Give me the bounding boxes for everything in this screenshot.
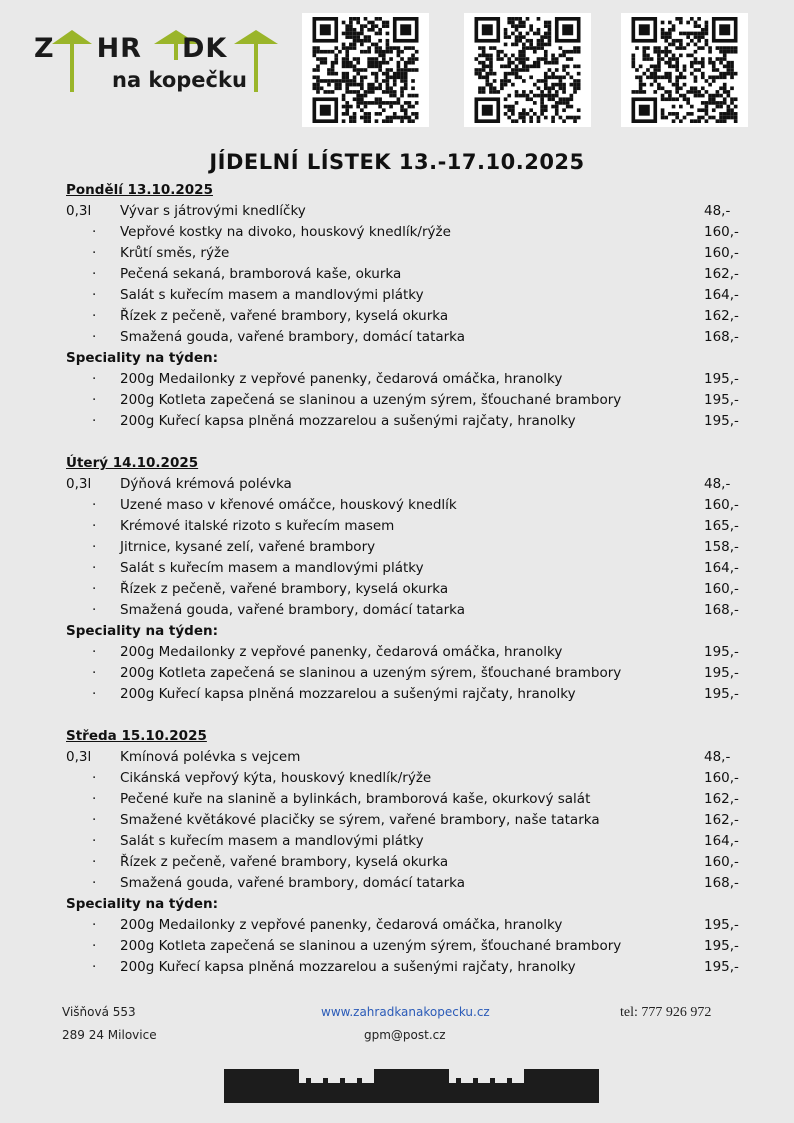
special-item-name: 200g Kuřecí kapsa plněná mozzarelou a sušenými rajčaty, hranolky <box>120 959 576 975</box>
special-item <box>66 915 746 936</box>
bullet: · <box>92 497 97 513</box>
special-item-name: 200g Kotleta zapečená se slaninou a uzeným sýrem, šťouchané brambory <box>120 938 622 954</box>
menu-item-name: Krémové italské rizoto s kuřecím masem <box>120 518 395 534</box>
bullet: · <box>92 812 97 828</box>
menu-item <box>66 516 746 537</box>
bullet: · <box>92 938 97 954</box>
soup-size: 0,3l <box>66 749 92 765</box>
soup-name: Vývar s játrovými knedlíčky <box>120 203 306 219</box>
menu-item-price: 160,- <box>704 770 739 786</box>
special-item-price: 195,- <box>704 917 739 933</box>
menu-item-price: 160,- <box>704 245 739 261</box>
bullet: · <box>92 770 97 786</box>
menu-item-name: Pečená sekaná, bramborová kaše, okurka <box>120 266 402 282</box>
special-item <box>66 663 746 684</box>
special-item-price: 195,- <box>704 371 739 387</box>
special-item <box>66 684 746 705</box>
bullet: · <box>92 308 97 324</box>
page-title: JÍDELNÍ LÍSTEK 13.-17.10.2025 <box>209 150 585 174</box>
menu-item-name: Smažené květákové placičky se sýrem, vařené brambory, naše tatarka <box>120 812 600 828</box>
logo-subtitle: na kopečku <box>112 68 247 92</box>
soup-name: Kmínová polévka s vejcem <box>120 749 301 765</box>
menu-item-name: Řízek z pečeně, vařené brambory, kyselá okurka <box>120 581 449 597</box>
menu-item <box>66 285 746 306</box>
bullet: · <box>92 413 97 429</box>
special-item-name: 200g Kotleta zapečená se slaninou a uzeným sýrem, šťouchané brambory <box>120 392 622 408</box>
menu-item-name: Cikánská vepřový kýta, houskový knedlík/rýže <box>120 770 432 786</box>
soup-price: 48,- <box>704 476 731 492</box>
day-heading: Středa 15.10.2025 <box>66 728 207 744</box>
footer-street: Višňová 553 <box>62 1005 136 1019</box>
menu-item-price: 160,- <box>704 497 739 513</box>
menu-item-name: Salát s kuřecím masem a mandlovými plátky <box>120 560 424 576</box>
menu-item-price: 162,- <box>704 308 739 324</box>
menu-item-name: Krůtí směs, rýže <box>120 245 230 261</box>
footer-city: 289 24 Milovice <box>62 1028 157 1042</box>
bullet: · <box>92 686 97 702</box>
special-item-name: 200g Kotleta zapečená se slaninou a uzeným sýrem, šťouchané brambory <box>120 665 622 681</box>
bullet: · <box>92 287 97 303</box>
bullet: · <box>92 518 97 534</box>
bullet: · <box>92 854 97 870</box>
menu-item-name: Smažená gouda, vařené brambory, domácí tatarka <box>120 875 466 891</box>
menu-item-price: 162,- <box>704 791 739 807</box>
soup-price: 48,- <box>704 203 731 219</box>
menu-item <box>66 243 746 264</box>
menu-item-price: 168,- <box>704 875 739 891</box>
menu-item-price: 158,- <box>704 539 739 555</box>
menu-item-name: Jitrnice, kysané zelí, vařené brambory <box>120 539 376 555</box>
menu-item <box>66 600 746 621</box>
menu-item-price: 162,- <box>704 812 739 828</box>
castle-silhouette <box>224 1069 599 1103</box>
menu-item-price: 165,- <box>704 518 739 534</box>
menu-item <box>66 222 746 243</box>
day-spacer <box>66 705 746 726</box>
qr-code-2 <box>464 13 591 127</box>
bullet: · <box>92 665 97 681</box>
bullet: · <box>92 791 97 807</box>
bullet: · <box>92 581 97 597</box>
menu-item-name: Salát s kuřecím masem a mandlovými plátky <box>120 287 424 303</box>
special-item-price: 195,- <box>704 644 739 660</box>
bullet: · <box>92 602 97 618</box>
special-item-name: 200g Medailonky z vepřové panenky, čedarová omáčka, hranolky <box>120 371 563 387</box>
menu-item <box>66 327 746 348</box>
special-item <box>66 369 746 390</box>
menu-item <box>66 558 746 579</box>
soup-row <box>66 474 746 495</box>
menu-item-name: Řízek z pečeně, vařené brambory, kyselá okurka <box>120 308 449 324</box>
special-item-name: 200g Medailonky z vepřové panenky, čedarová omáčka, hranolky <box>120 644 563 660</box>
special-item-price: 195,- <box>704 938 739 954</box>
qr-code-3 <box>621 13 748 127</box>
special-item <box>66 390 746 411</box>
special-item-name: 200g Kuřecí kapsa plněná mozzarelou a sušenými rajčaty, hranolky <box>120 686 576 702</box>
menu-item-name: Smažená gouda, vařené brambory, domácí tatarka <box>120 602 466 618</box>
bullet: · <box>92 917 97 933</box>
day-spacer <box>66 432 746 453</box>
menu-item <box>66 306 746 327</box>
day-heading: Pondělí 13.10.2025 <box>66 182 213 198</box>
bullet: · <box>92 560 97 576</box>
special-item <box>66 411 746 432</box>
menu-item-name: Smažená gouda, vařené brambory, domácí tatarka <box>120 329 466 345</box>
bullet: · <box>92 959 97 975</box>
menu-item <box>66 831 746 852</box>
qr-code-1 <box>302 13 429 127</box>
soup-name: Dýňová krémová polévka <box>120 476 292 492</box>
menu-item <box>66 768 746 789</box>
footer-web-link[interactable]: www.zahradkanakopecku.cz <box>321 1005 490 1019</box>
menu-item-name: Vepřové kostky na divoko, houskový knedlík/rýže <box>120 224 451 240</box>
menu-item-price: 160,- <box>704 854 739 870</box>
menu-item <box>66 264 746 285</box>
special-item <box>66 936 746 957</box>
menu-item-name: Řízek z pečeně, vařené brambory, kyselá okurka <box>120 854 449 870</box>
menu-item-price: 160,- <box>704 581 739 597</box>
menu-item <box>66 873 746 894</box>
soup-row <box>66 747 746 768</box>
specials-heading: Speciality na týden: <box>66 350 218 366</box>
special-item-name: 200g Medailonky z vepřové panenky, čedarová omáčka, hranolky <box>120 917 563 933</box>
bullet: · <box>92 392 97 408</box>
menu-item-name: Uzené maso v křenové omáčce, houskový knedlík <box>120 497 457 513</box>
menu-item <box>66 537 746 558</box>
menu-item-price: 168,- <box>704 602 739 618</box>
bullet: · <box>92 833 97 849</box>
specials-heading: Speciality na týden: <box>66 623 218 639</box>
bullet: · <box>92 539 97 555</box>
menu-item <box>66 852 746 873</box>
bullet: · <box>92 266 97 282</box>
logo-title: Z HR DK <box>34 33 228 64</box>
soup-row <box>66 201 746 222</box>
menu-item-name: Pečené kuře na slanině a bylinkách, bramborová kaše, okurkový salát <box>120 791 591 807</box>
specials-heading: Speciality na týden: <box>66 896 218 912</box>
bullet: · <box>92 371 97 387</box>
menu-item <box>66 495 746 516</box>
footer-phone: tel: 777 926 972 <box>620 1005 712 1020</box>
menu-item-price: 164,- <box>704 833 739 849</box>
bullet: · <box>92 329 97 345</box>
menu-item-name: Salát s kuřecím masem a mandlovými plátky <box>120 833 424 849</box>
special-item-price: 195,- <box>704 665 739 681</box>
special-item-name: 200g Kuřecí kapsa plněná mozzarelou a sušenými rajčaty, hranolky <box>120 413 576 429</box>
soup-size: 0,3l <box>66 476 92 492</box>
bullet: · <box>92 875 97 891</box>
menu-item <box>66 810 746 831</box>
menu <box>66 180 746 978</box>
menu-item <box>66 579 746 600</box>
menu-item-price: 164,- <box>704 560 739 576</box>
soup-size: 0,3l <box>66 203 92 219</box>
menu-item-price: 162,- <box>704 266 739 282</box>
menu-item <box>66 789 746 810</box>
special-item <box>66 957 746 978</box>
logo <box>30 26 280 100</box>
day-heading: Úterý 14.10.2025 <box>66 455 199 471</box>
special-item-price: 195,- <box>704 686 739 702</box>
bullet: · <box>92 224 97 240</box>
bullet: · <box>92 245 97 261</box>
menu-item-price: 164,- <box>704 287 739 303</box>
menu-item-price: 168,- <box>704 329 739 345</box>
special-item <box>66 642 746 663</box>
soup-price: 48,- <box>704 749 731 765</box>
bullet: · <box>92 644 97 660</box>
footer-email[interactable]: gpm@post.cz <box>364 1028 446 1042</box>
special-item-price: 195,- <box>704 959 739 975</box>
menu-item-price: 160,- <box>704 224 739 240</box>
special-item-price: 195,- <box>704 413 739 429</box>
special-item-price: 195,- <box>704 392 739 408</box>
